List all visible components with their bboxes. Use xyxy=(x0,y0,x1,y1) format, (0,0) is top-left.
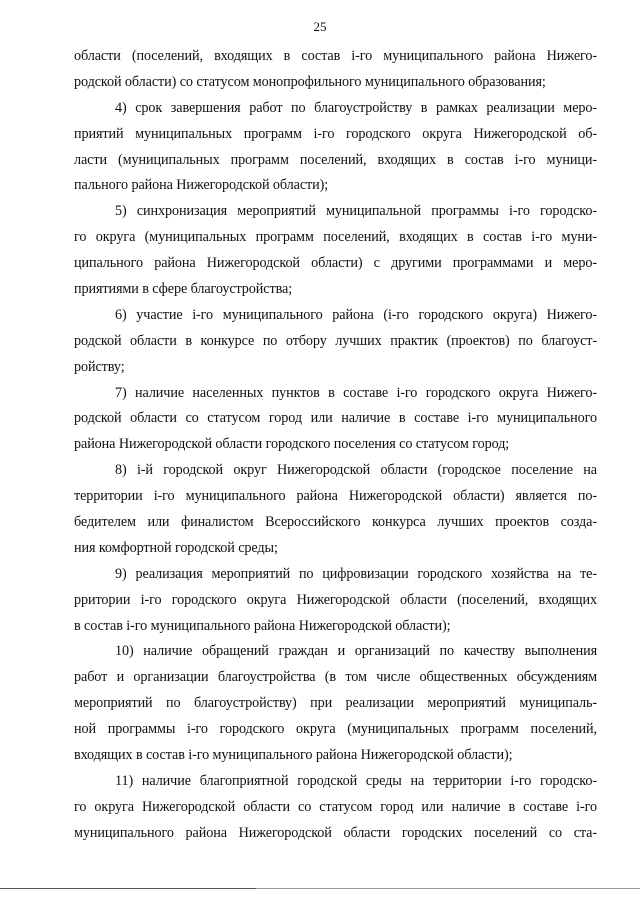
text-line: 5) синхронизация мероприятий муниципальной программы i-го городско- xyxy=(115,203,597,220)
text-line: го округа Нижегородской области со статусом город или наличие в составе i-го xyxy=(74,798,597,815)
text-line: работ и организации благоустройства (в том числе общественных обсуждениям xyxy=(74,669,597,686)
text-line: 6) участие i-го муниципального района (i-го городского округа) Нижего- xyxy=(115,306,597,323)
text-line: 4) срок завершения работ по благоустройству в рамках реализации меро- xyxy=(115,99,597,116)
text-line: района Нижегородской области городского поселения со статусом город; xyxy=(74,436,510,453)
text-line: бедителем или финалистом Всероссийского конкурса лучших проектов созда- xyxy=(74,514,597,531)
text-line: 11) наличие благоприятной городской среды на территории i-го городско- xyxy=(115,772,597,789)
text-line: приятий муниципальных программ i-го городского округа Нижегородской об- xyxy=(74,125,597,142)
text-line: ройству; xyxy=(74,358,125,375)
bottom-rule xyxy=(0,888,640,889)
text-line: входящих в состав i-го муниципального района Нижегородской области); xyxy=(74,747,513,764)
text-line: го округа (муниципальных программ поселений, входящих в состав i-го муни- xyxy=(74,229,597,246)
text-line: территории i-го муниципального района Нижегородской области) является по- xyxy=(74,488,597,505)
text-line: в состав i-го муниципального района Нижегородской области); xyxy=(74,617,451,634)
text-line: родской области в конкурсе по отбору лучших практик (проектов) по благоуст- xyxy=(74,332,597,349)
page-number: 25 xyxy=(313,19,327,34)
text-line: ния комфортной городской среды; xyxy=(74,539,278,556)
text-line: области (поселений, входящих в состав i-го муниципального района Нижего- xyxy=(74,48,597,64)
text-line: пального района Нижегородской области); xyxy=(74,177,329,194)
text-line: рритории i-го городского округа Нижегородской области (поселений, входящих xyxy=(74,591,597,608)
text-line: 10) наличие обращений граждан и организаций по качеству выполнения xyxy=(115,643,597,660)
text-line: мероприятий по благоустройству) при реализации мероприятий муниципаль- xyxy=(74,695,597,712)
document-body xyxy=(74,44,597,847)
text-line: ной программы i-го городского округа (муниципальных программ поселений, xyxy=(74,721,597,738)
text-line: ласти (муниципальных программ поселений, входящих в состав i-го муници- xyxy=(74,151,597,168)
text-line: 8) i-й городской округ Нижегородской области (городское поселение на xyxy=(115,462,597,479)
text-line: 9) реализация мероприятий по цифровизации городского хозяйства на те- xyxy=(115,565,597,582)
text-line: 7) наличие населенных пунктов в составе i-го городского округа Нижего- xyxy=(115,384,597,401)
text-line: муниципального района Нижегородской области городских поселений со ста- xyxy=(74,824,597,841)
text-line: ципального района Нижегородской области) с другими программами и меро- xyxy=(74,255,597,272)
text-line: приятиями в сфере благоустройства; xyxy=(74,281,293,298)
text-line: родской области со статусом город или наличие в составе i-го муниципального xyxy=(74,410,597,427)
text-line: родской области) со статусом монопрофильного муниципального образования; xyxy=(74,73,546,90)
